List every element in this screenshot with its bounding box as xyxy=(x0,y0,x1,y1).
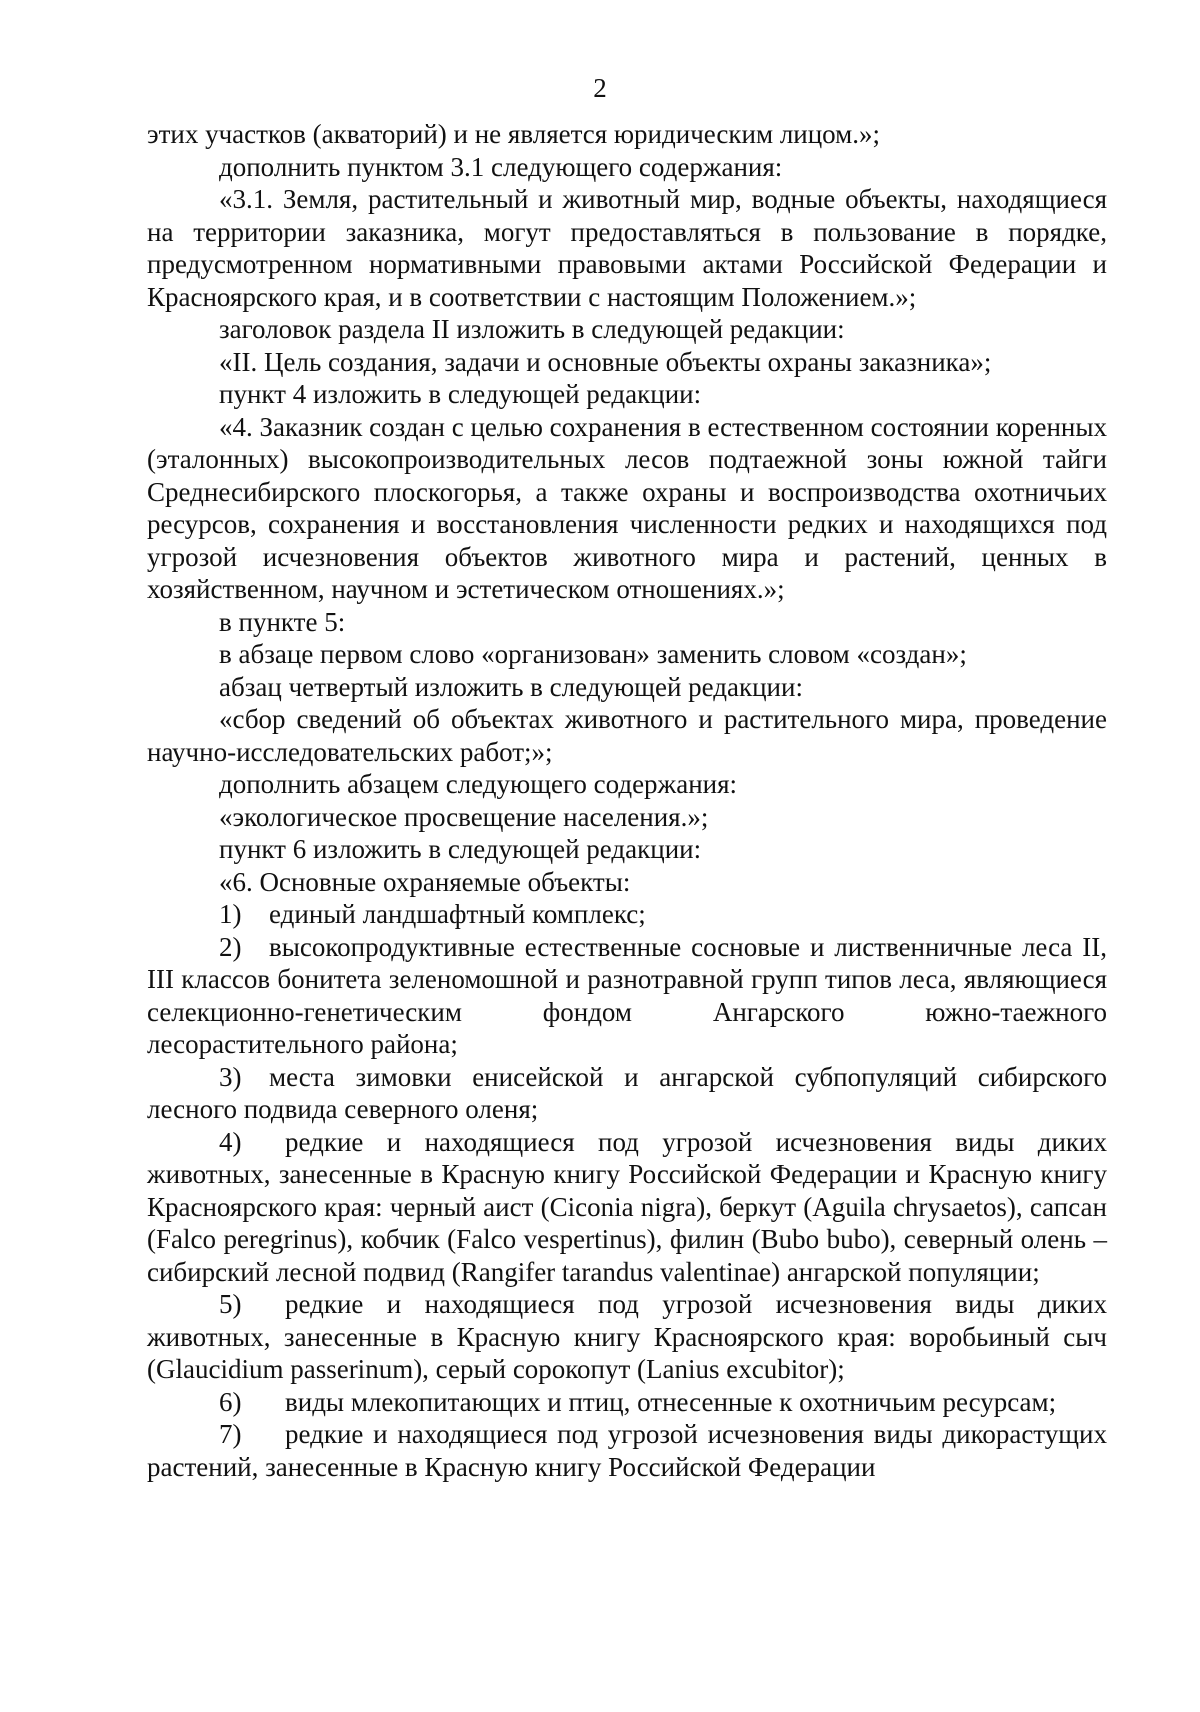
list-item xyxy=(147,1386,1107,1419)
paragraph: «II. Цель создания, задачи и основные объекты охраны заказника»; xyxy=(219,346,992,377)
paragraph: «6. Основные охраняемые объекты: xyxy=(219,866,631,897)
paragraph: в пункте 5: xyxy=(219,606,346,637)
list-item-number: 3) xyxy=(219,1061,242,1092)
paragraph: дополнить пунктом 3.1 следующего содержания: xyxy=(219,151,783,182)
list-item-number: 7) xyxy=(219,1419,242,1449)
list-item-text: единый ландшафтный комплекс; xyxy=(269,899,646,929)
paragraph: «4. Заказник создан с целью сохранения в естественном состоянии коренных (эталонных) высокопроизводительных лесов подтаежной зоны южной тайги Среднесибирского плоскогорья, а также охраны и воспроизводства охотничьих ресурсов, сохранения и восстановления численности редких и находящихся под угрозой исчезновения объектов животного мира и растений, ценных в хозяйственном, научном и эстетическом отношениях.»; xyxy=(147,411,1107,604)
list-item-text: редкие и находящиеся под угрозой исчезновения виды дикорастущих растений, занесенные в Красную книгу Российской Федерации xyxy=(147,1419,1107,1482)
list-item-number: 1) xyxy=(219,899,242,929)
list-item xyxy=(147,1288,1107,1386)
list-item-number: 6) xyxy=(219,1386,242,1417)
list-item xyxy=(147,1418,1107,1483)
document-body xyxy=(147,118,1107,1483)
list-item xyxy=(147,1061,1107,1126)
list-item xyxy=(147,1126,1107,1289)
list-item-text: виды млекопитающих и птиц, отнесенные к охотничьим ресурсам; xyxy=(285,1386,1057,1417)
paragraph: в абзаце первом слово «организован» заменить словом «создан»; xyxy=(219,639,967,669)
paragraph: этих участков (акваторий) и не является юридическим лицом.»; xyxy=(147,119,881,149)
list-item-text: высокопродуктивные естественные сосновые и лиственничные леса II, III классов бонитета зеленомошной и разнотравной групп типов леса, являющиеся селекционно-генетическим фондом Ангарского южно-таежного лесорастительного района; xyxy=(147,931,1107,1059)
paragraph: «сбор сведений об объектах животного и растительного мира, проведение научно-исследовательских работ;»; xyxy=(147,704,1107,767)
list-item-text: редкие и находящиеся под угрозой исчезновения виды диких животных, занесенные в Красную книгу Красноярского края: воробьиный сыч (Glaucidium passerinum), серый сорокопут (Lanius excubitor); xyxy=(147,1289,1107,1384)
paragraph: пункт 6 изложить в следующей редакции: xyxy=(219,834,702,864)
paragraph: «экологическое просвещение населения.»; xyxy=(219,801,709,832)
page-number: 2 xyxy=(593,73,607,103)
list-item-number: 2) xyxy=(219,931,242,962)
list-item-text: редкие и находящиеся под угрозой исчезновения виды диких животных, занесенные в Красную книгу Российской Федерации и Красную книгу Красноярского края: черный аист (Ciconia nigra), беркут (Aguila chrysaetos), сапсан (Falco peregrinus), кобчик (Falco vespertinus), филин (Bubo bubo), северный олень – сибирский лесной подвид (Rangifer tarandus valentinae) ангарской популяции; xyxy=(147,1126,1107,1287)
list-item-number: 4) xyxy=(219,1126,242,1157)
paragraph: «3.1. Земля, растительный и животный мир, водные объекты, находящиеся на территории заказника, могут предоставляться в пользование в порядке, предусмотренном нормативными правовыми актами Российской Федерации и Красноярского края, и в соответствии с настоящим Положением.»; xyxy=(147,184,1107,312)
list-item-text: места зимовки енисейской и ангарской субпопуляций сибирского лесного подвида северного оленя; xyxy=(147,1061,1107,1124)
paragraph: пункт 4 изложить в следующей редакции: xyxy=(219,379,702,409)
list-item xyxy=(147,931,1107,1061)
paragraph: заголовок раздела II изложить в следующей редакции: xyxy=(219,314,845,344)
paragraph: дополнить абзацем следующего содержания: xyxy=(219,769,738,799)
paragraph: абзац четвертый изложить в следующей редакции: xyxy=(219,671,803,702)
list-item xyxy=(147,898,1107,931)
list-item-number: 5) xyxy=(219,1289,242,1319)
